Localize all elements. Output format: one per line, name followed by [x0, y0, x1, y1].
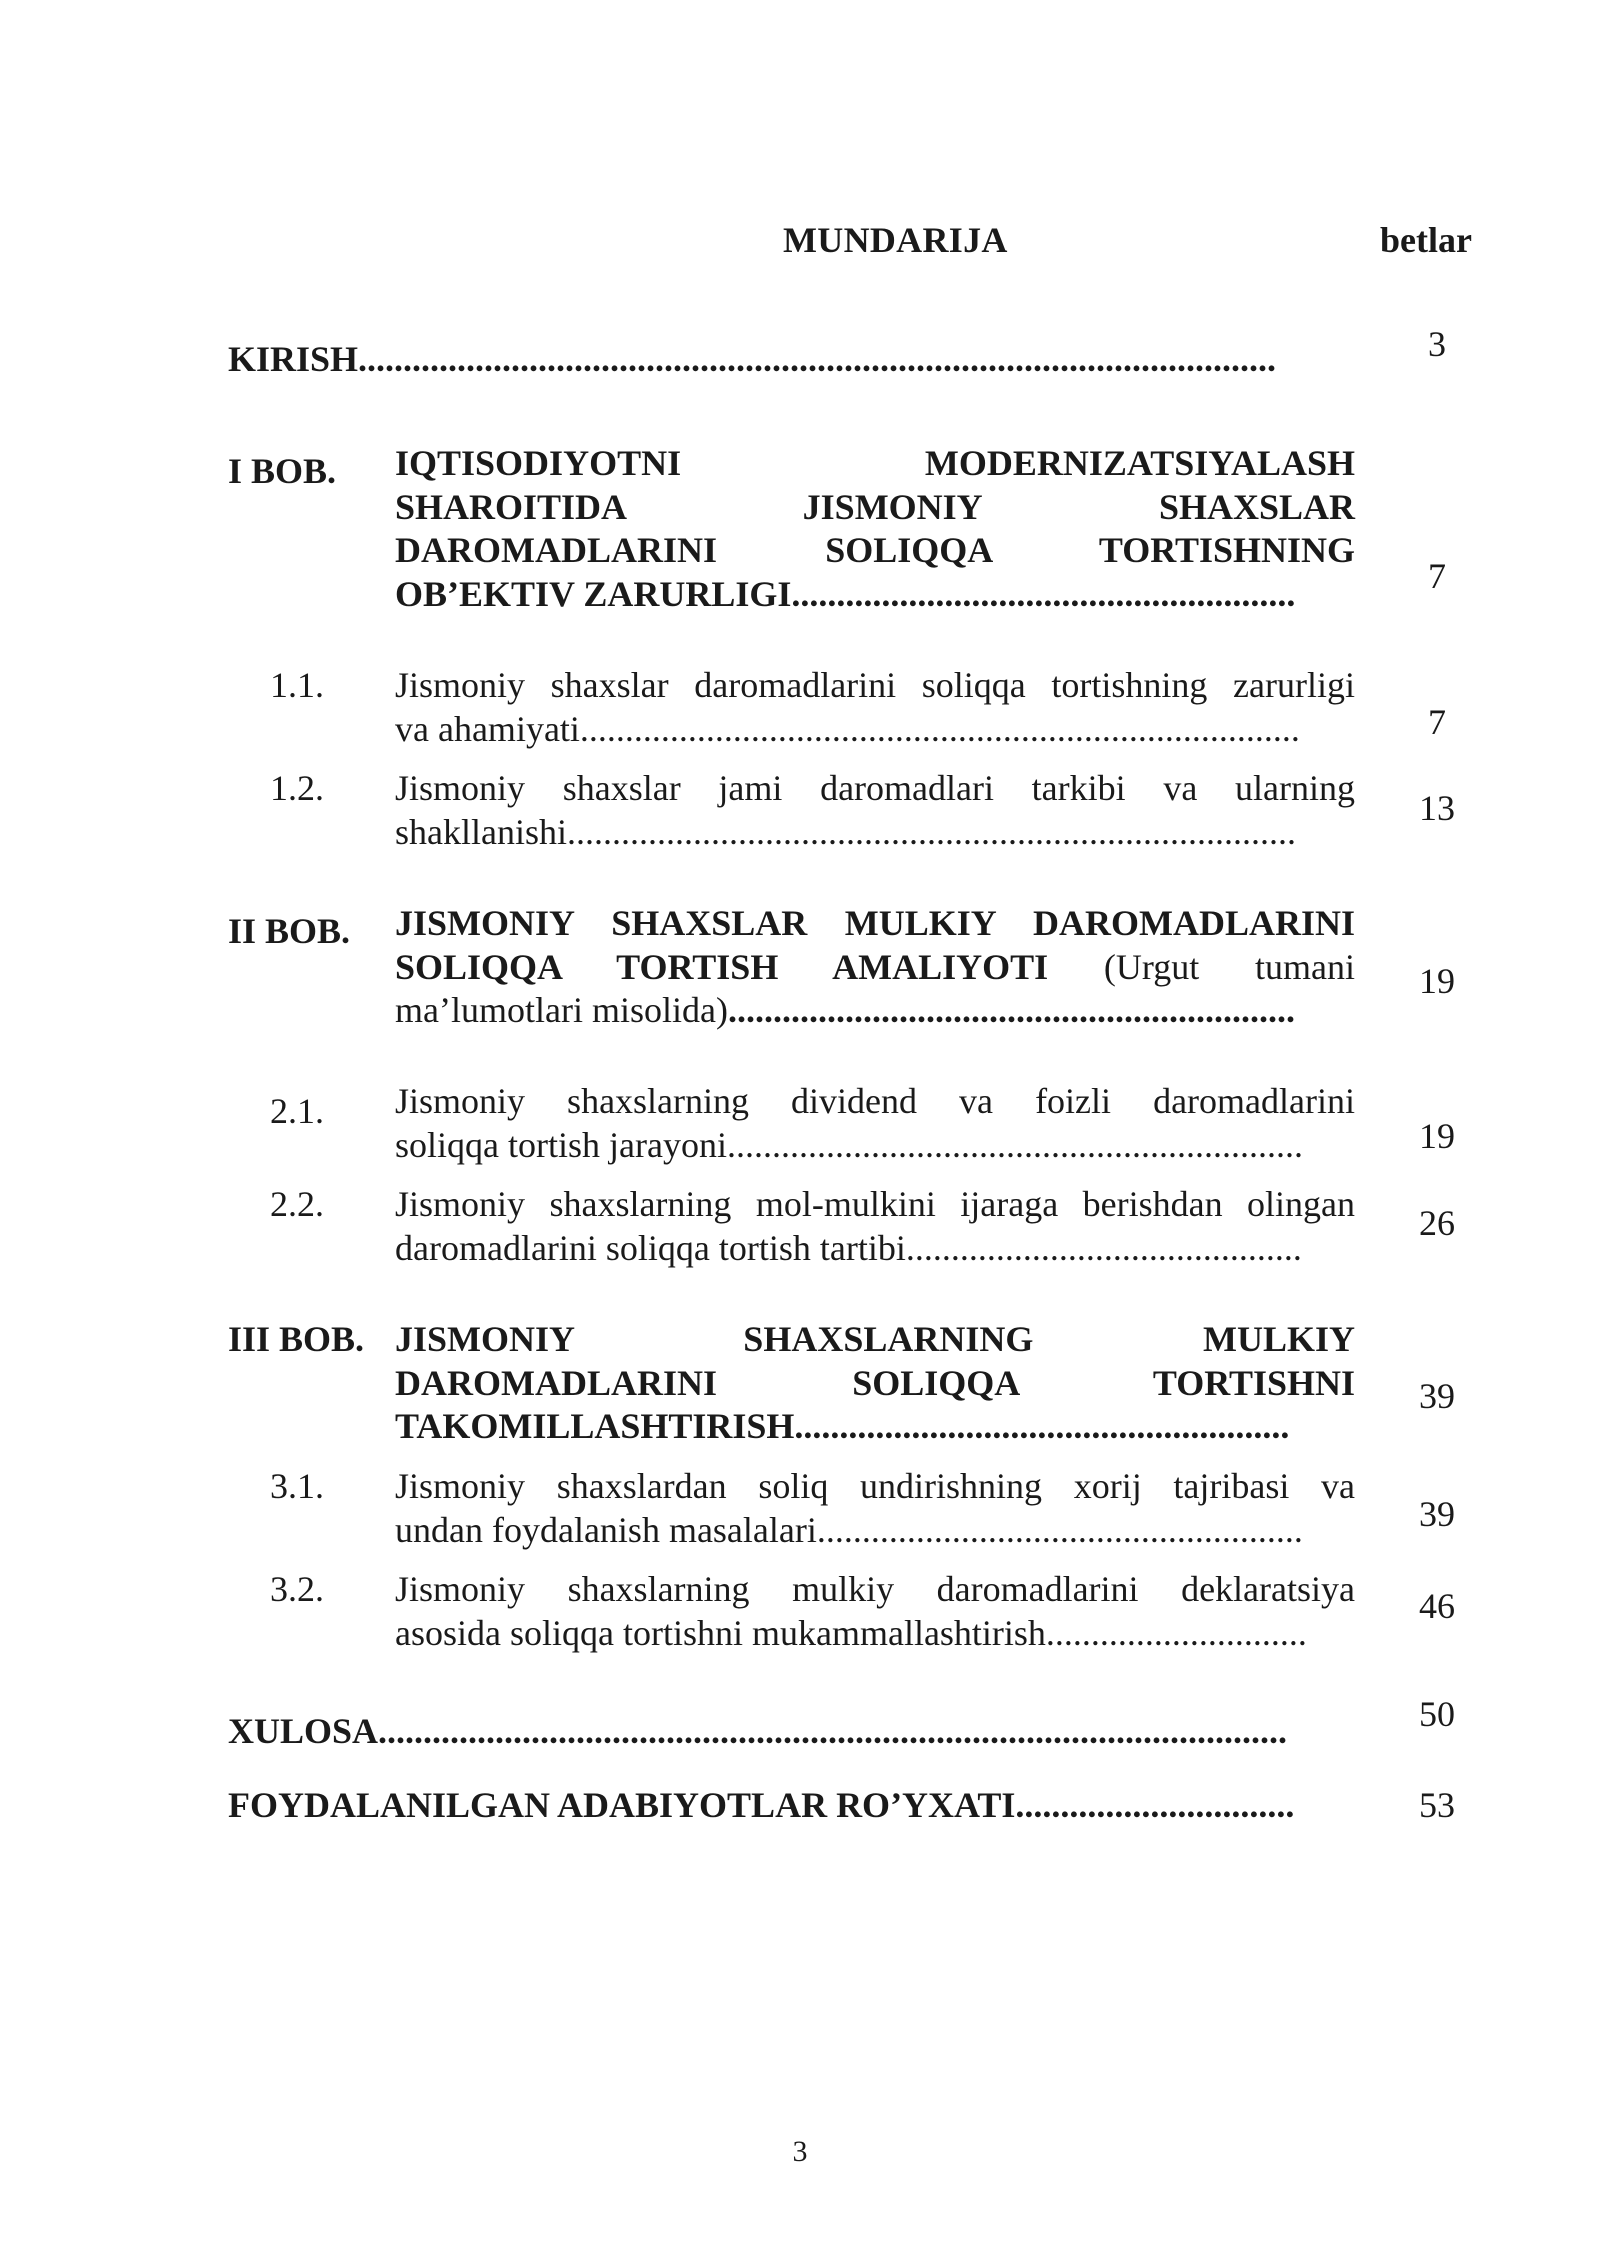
toc-entry-references[interactable]: FOYDALANILGAN ADABIYOTLAR RO’YXATI...............................	[228, 1785, 1295, 1825]
toc-page-section-1-2: 13	[1419, 788, 1455, 828]
toc-entry-intro[interactable]: KIRISH......................................................................................................	[228, 339, 1277, 379]
chapter-2-leader: ...............................................................	[727, 990, 1295, 1030]
toc-entry-conclusion[interactable]: XULOSA.....................................................................................................	[228, 1711, 1288, 1751]
chapter-label-2: II BOB.	[228, 911, 351, 951]
toc-entry-section-3-2[interactable]	[395, 1568, 1355, 1655]
section-1-1-line: Jismoniy shaxslar daromadlarini soliqqa tortishning zarurligi	[395, 665, 1355, 705]
chapter-2-line-plain: (Urgut tumani	[1103, 946, 1356, 987]
toc-page-section-3-1: 39	[1419, 1494, 1455, 1534]
chapter-1-line: IQTISODIYOTNI MODERNIZATSIYALASH	[395, 443, 1355, 483]
toc-page-intro: 3	[1428, 324, 1446, 364]
toc-page-section-2-2: 26	[1419, 1203, 1455, 1243]
section-3-2-line: Jismoniy shaxslarning mulkiy daromadlarini deklaratsiya	[395, 1569, 1355, 1609]
toc-page-section-2-1: 19	[1419, 1116, 1455, 1156]
toc-entry-section-3-1[interactable]	[395, 1465, 1355, 1552]
chapter-2-line-plain: ma’lumotlari misolida)	[395, 990, 728, 1030]
toc-entry-section-1-1[interactable]	[395, 664, 1355, 751]
chapter-2-line	[395, 946, 1355, 990]
toc-page-conclusion: 50	[1419, 1694, 1455, 1734]
section-1-2-line: Jismoniy shaxslar jami daromadlari tarkibi va ularning	[395, 768, 1355, 808]
toc-title: MUNDARIJA	[783, 220, 1008, 260]
section-3-1-line: undan foydalanish masalalari......................................................	[395, 1509, 1303, 1550]
section-label-1-1: 1.1.	[270, 665, 324, 705]
section-2-1-line: soliqqa tortish jarayoni................................................................	[395, 1124, 1303, 1165]
section-3-2-line: asosida soliqqa tortishni mukammallashtirish.............................	[395, 1612, 1307, 1653]
chapter-label-3: III BOB.	[228, 1319, 365, 1359]
toc-entry-section-2-2[interactable]	[395, 1183, 1355, 1270]
section-2-2-line: daromadlarini soliqqa tortish tartibi............................................	[395, 1227, 1302, 1268]
toc-entry-section-2-1[interactable]	[395, 1080, 1355, 1167]
chapter-1-line: SHAROITIDA JISMONIY SHAXSLAR	[395, 486, 1355, 527]
section-label-2-2: 2.2.	[270, 1184, 324, 1224]
chapter-1-line: DAROMADLARINI SOLIQQA TORTISHNING	[395, 530, 1355, 570]
chapter-2-line-bold: SOLIQQA TORTISH AMALIYOTI	[395, 946, 1049, 987]
section-label-3-1: 3.1.	[270, 1466, 324, 1506]
chapter-1-line: OB’EKTIV ZARURLIGI........................................................	[395, 573, 1296, 614]
section-2-1-line: Jismoniy shaxslarning dividend va foizli daromadlarini	[395, 1081, 1355, 1121]
toc-entry-section-1-2[interactable]	[395, 767, 1355, 854]
chapter-3-line: TAKOMILLASHTIRISH.......................................................	[395, 1406, 1290, 1446]
toc-entry-chapter-1[interactable]	[395, 442, 1355, 616]
chapter-3-line: JISMONIY SHAXSLARNING MULKIY	[395, 1319, 1355, 1359]
section-1-2-line: shakllanishi.................................................................................	[395, 811, 1296, 852]
pages-column-label: betlar	[1380, 220, 1472, 260]
section-label-2-1: 2.1.	[270, 1091, 324, 1131]
section-2-2-line: Jismoniy shaxslarning mol-mulkini ijaraga berishdan olingan	[395, 1184, 1355, 1224]
chapter-2-line	[395, 989, 1355, 1033]
toc-entry-chapter-3[interactable]	[395, 1318, 1355, 1449]
section-3-1-line: Jismoniy shaxslardan soliq undirishning xorij tajribasi va	[395, 1466, 1355, 1506]
page-number: 3	[792, 2135, 808, 2168]
chapter-label-1: I BOB.	[228, 451, 337, 491]
section-label-3-2: 3.2.	[270, 1569, 324, 1609]
toc-page-chapter-3: 39	[1419, 1376, 1455, 1416]
toc-page-chapter-2: 19	[1419, 961, 1455, 1001]
toc-page-section-3-2: 46	[1419, 1586, 1455, 1626]
toc-page-chapter-1: 7	[1428, 556, 1446, 596]
section-1-1-line: va ahamiyati................................................................................	[395, 708, 1300, 749]
toc-entry-chapter-2[interactable]	[395, 902, 1355, 1033]
chapter-2-line: JISMONIY SHAXSLAR MULKIY DAROMADLARINI	[395, 903, 1355, 943]
toc-page-references: 53	[1419, 1785, 1455, 1825]
section-label-1-2: 1.2.	[270, 768, 324, 808]
chapter-3-line: DAROMADLARINI SOLIQQA TORTISHNI	[395, 1362, 1355, 1403]
toc-page-section-1-1: 7	[1428, 702, 1446, 742]
